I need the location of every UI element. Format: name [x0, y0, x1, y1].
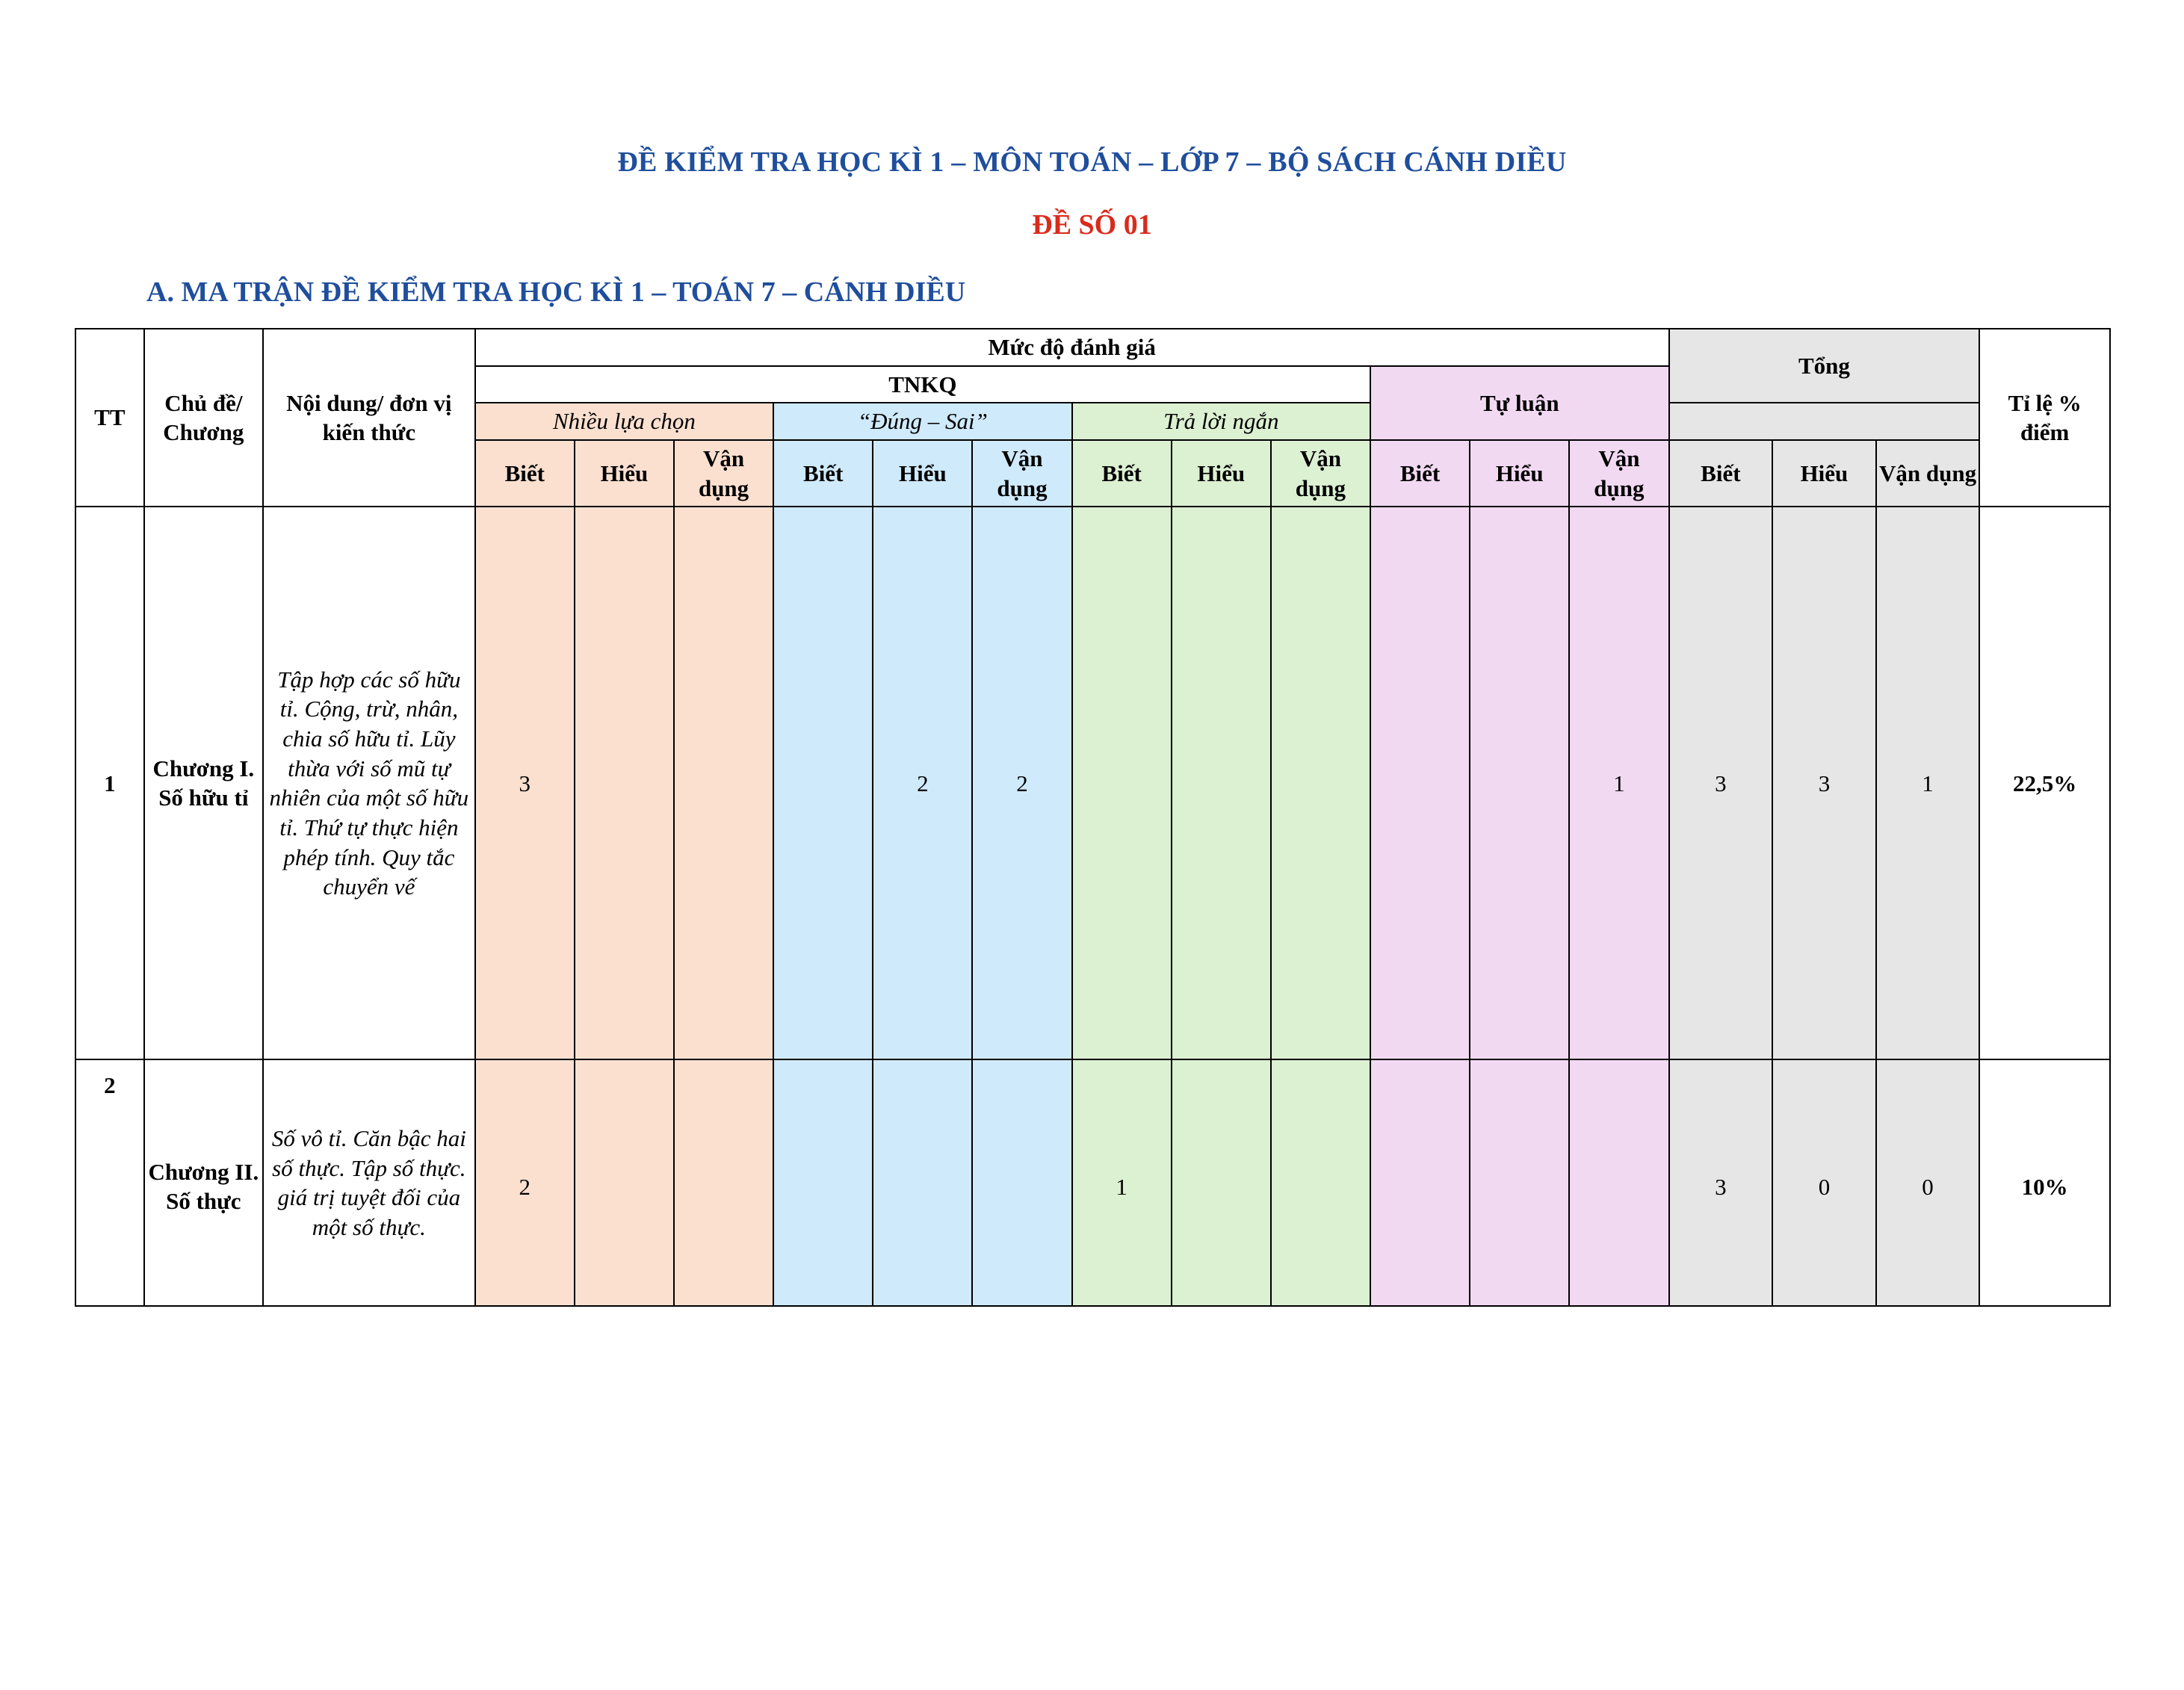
header-mc-van-dung: Vận dụng — [674, 440, 773, 507]
cell-tong-hieu: 3 — [1772, 507, 1876, 1059]
header-tong-spacer — [1669, 403, 1980, 440]
cell-tong-van-dung: 0 — [1876, 1059, 1980, 1306]
cell-sa-van-dung — [1271, 1059, 1370, 1306]
row-tt: 2 — [75, 1059, 144, 1306]
header-noi-dung: Nội dung/ đơn vị kiến thức — [263, 329, 475, 507]
cell-ti-le: 10% — [1979, 1059, 2110, 1306]
cell-ds-biet — [773, 507, 873, 1059]
section-heading: A. MA TRẬN ĐỀ KIỂM TRA HỌC KÌ 1 – TOÁN 7 – CÁNH DIỀU — [146, 276, 966, 308]
cell-tl-biet — [1370, 507, 1470, 1059]
cell-mc-hieu — [575, 507, 674, 1059]
header-tl-hieu: Hiểu — [1470, 440, 1569, 507]
cell-tl-van-dung — [1569, 1059, 1668, 1306]
header-tra-loi-ngan: Trả lời ngắn — [1072, 403, 1370, 440]
exam-number-subtitle: ĐỀ SỐ 01 — [1032, 209, 1152, 241]
header-dung-sai: “Đúng – Sai” — [773, 403, 1071, 440]
header-tu-luan: Tự luận — [1370, 366, 1669, 440]
cell-tl-hieu — [1470, 1059, 1569, 1306]
row-noi-dung: Số vô tỉ. Căn bậc hai số thực. Tập số thực. giá trị tuyệt đối của một số thực. — [263, 1059, 475, 1306]
header-mc-biet: Biết — [475, 440, 575, 507]
page-title: ĐỀ KIỂM TRA HỌC KÌ 1 – MÔN TOÁN – LỚP 7 – BỘ SÁCH CÁNH DIỀU — [617, 146, 1567, 178]
cell-mc-van-dung — [674, 1059, 773, 1306]
cell-mc-van-dung — [674, 507, 773, 1059]
cell-mc-biet: 3 — [475, 507, 575, 1059]
cell-tong-biet: 3 — [1669, 1059, 1773, 1306]
header-tl-biet: Biết — [1370, 440, 1470, 507]
cell-sa-biet: 1 — [1072, 1059, 1172, 1306]
cell-sa-biet — [1072, 507, 1172, 1059]
cell-tong-hieu: 0 — [1772, 1059, 1876, 1306]
cell-ds-van-dung: 2 — [972, 507, 1071, 1059]
header-sa-hieu: Hiểu — [1172, 440, 1271, 507]
cell-tong-biet: 3 — [1669, 507, 1773, 1059]
header-ti-le: Tỉ lệ % điểm — [1979, 329, 2110, 507]
header-tong-van-dung: Vận dụng — [1876, 440, 1980, 507]
header-tong: Tổng — [1669, 329, 1980, 403]
header-sa-van-dung: Vận dụng — [1271, 440, 1370, 507]
cell-ti-le: 22,5% — [1979, 507, 2110, 1059]
cell-tong-van-dung: 1 — [1876, 507, 1980, 1059]
cell-mc-biet: 2 — [475, 1059, 575, 1306]
header-tnkq: TNKQ — [475, 366, 1370, 403]
header-chu-de: Chủ đề/ Chương — [144, 329, 263, 507]
cell-ds-hieu: 2 — [873, 507, 972, 1059]
header-tong-biet: Biết — [1669, 440, 1773, 507]
cell-sa-van-dung — [1271, 507, 1370, 1059]
cell-mc-hieu — [575, 1059, 674, 1306]
row-tt: 1 — [75, 507, 144, 1059]
cell-ds-hieu — [873, 1059, 972, 1306]
document-page — [0, 146, 2184, 1690]
assessment-matrix-table — [75, 328, 2111, 1307]
row-noi-dung: Tập hợp các số hữu tỉ. Cộng, trừ, nhân, chia số hữu tỉ. Lũy thừa với số mũ tự nhiên của một số hữu tỉ. Thứ tự thực hiện phép tính. Quy tắc chuyển vế — [263, 507, 475, 1059]
cell-tl-hieu — [1470, 507, 1569, 1059]
header-mc-hieu: Hiểu — [575, 440, 674, 507]
cell-tl-van-dung: 1 — [1569, 507, 1668, 1059]
table-row — [75, 507, 2110, 1059]
table-row — [75, 1059, 2110, 1306]
header-sa-biet: Biết — [1072, 440, 1172, 507]
row-chu-de: Chương II. Số thực — [144, 1059, 263, 1306]
table-header-row-1 — [75, 329, 2110, 366]
row-chu-de: Chương I. Số hữu tỉ — [144, 507, 263, 1059]
cell-ds-biet — [773, 1059, 873, 1306]
header-tt: TT — [75, 329, 144, 507]
header-nhieu-lua-chon: Nhiều lựa chọn — [475, 403, 773, 440]
header-tong-hieu: Hiểu — [1772, 440, 1876, 507]
cell-ds-van-dung — [972, 1059, 1071, 1306]
cell-sa-hieu — [1172, 507, 1271, 1059]
header-ds-biet: Biết — [773, 440, 873, 507]
cell-sa-hieu — [1172, 1059, 1271, 1306]
header-muc-do-danh-gia: Mức độ đánh giá — [475, 329, 1669, 366]
header-ds-van-dung: Vận dụng — [972, 440, 1071, 507]
cell-tl-biet — [1370, 1059, 1470, 1306]
header-ds-hieu: Hiểu — [873, 440, 972, 507]
header-tl-van-dung: Vận dụng — [1569, 440, 1668, 507]
